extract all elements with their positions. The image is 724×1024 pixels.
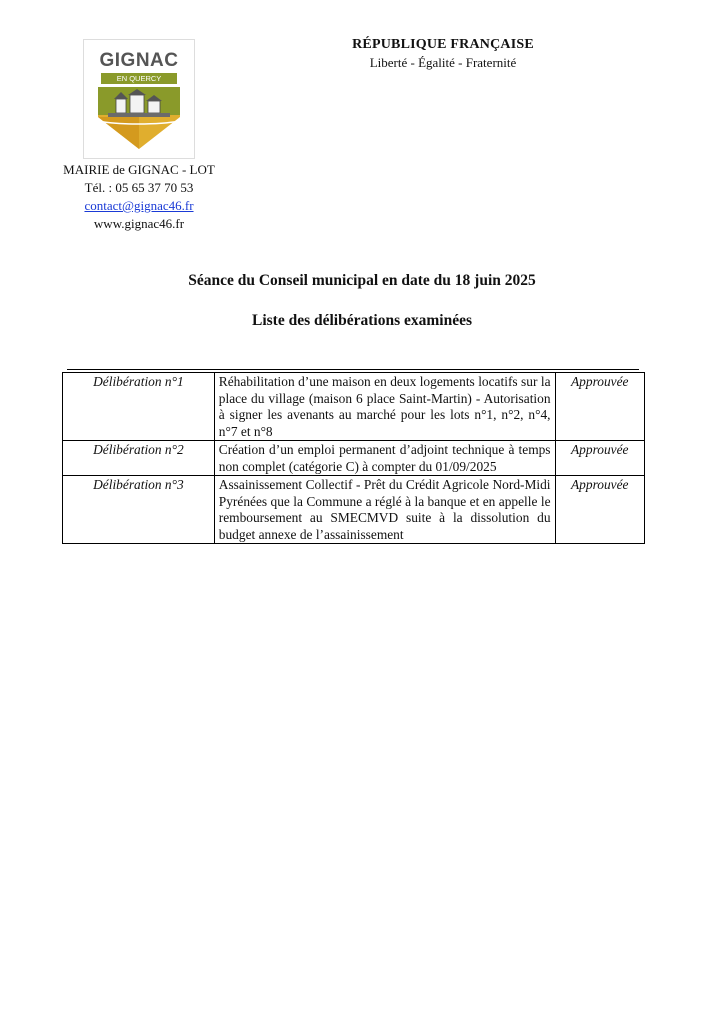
table-row [63,373,645,441]
document-title: Séance du Conseil municipal en date du 18 juin 2025 [188,272,536,289]
table-row [63,441,645,476]
deliberation-number: Délibération n°2 [63,441,215,476]
mairie-website: www.gignac46.fr [93,216,185,231]
village-shield-icon [98,87,180,149]
table-top-rule [67,369,639,370]
deliberation-subject: Assainissement Collectif - Prêt du Crédit Agricole Nord-Midi Pyrénées que la Commune a réglé à la banque et en appelle le remboursement au SMECMVD suite à la dissolution du budget annexe de l’assainissement [214,476,555,544]
deliberation-number: Délibération n°3 [63,476,215,544]
document-subtitle: Liste des délibérations examinées [252,312,472,329]
mairie-name: MAIRIE de GIGNAC - LOT [63,162,215,177]
republic-header [328,37,558,71]
logo-title: GIGNAC [99,50,179,71]
deliberation-subject: Création d’un emploi permanent d’adjoint technique à temps non complet (catégorie C) à compter du 01/09/2025 [214,441,555,476]
deliberation-subject: Réhabilitation d’une maison en deux logements locatifs sur la place du village (maison 6 place Saint-Martin) - Autorisation à signer les avenants au marché pour les lots n°1, n°2, n°4, n°7 et n°8 [214,373,555,441]
deliberation-status: Approuvée [555,476,644,544]
mairie-contact-block [44,161,234,233]
table-row [63,476,645,544]
deliberation-status: Approuvée [555,373,644,441]
deliberation-status: Approuvée [555,441,644,476]
republic-title: RÉPUBLIQUE FRANÇAISE [352,37,534,52]
gignac-logo [83,39,195,159]
republic-motto: Liberté - Égalité - Fraternité [369,55,517,70]
deliberations-table [62,372,645,544]
logo-subtitle: EN QUERCY [101,73,177,84]
mairie-phone: Tél. : 05 65 37 70 53 [84,180,194,195]
mairie-email-link[interactable]: contact@gignac46.fr [84,198,194,213]
deliberation-number: Délibération n°1 [63,373,215,441]
